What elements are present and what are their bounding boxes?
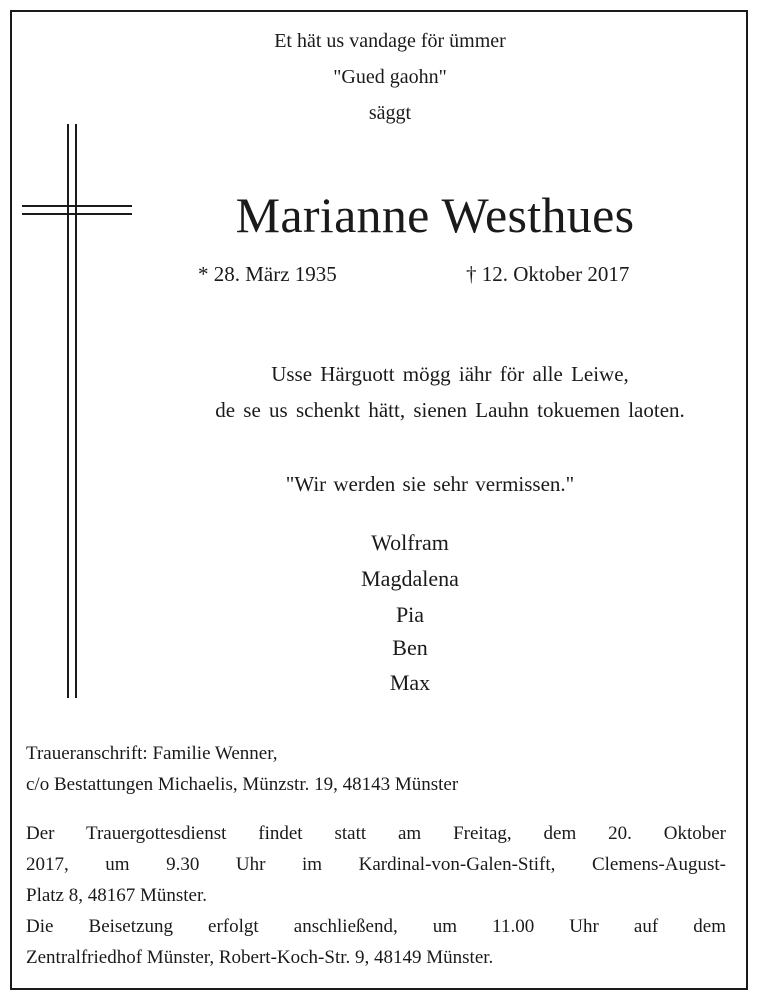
- cross-horizontal-bar-top: [22, 205, 132, 207]
- cross-vertical-bar-left: [67, 124, 69, 698]
- verse-line-1: Usse Härguott mögg iähr för alle Leiwe,: [271, 362, 629, 386]
- mourner-name: Wolfram: [371, 530, 449, 555]
- burial-line-2: Zentralfriedhof Münster, Robert-Koch-Str. 9, 48149 Münster.: [26, 947, 494, 968]
- cross-vertical-bar-right: [75, 124, 77, 698]
- burial-line-1: Die Beisetzung erfolgt anschließend, um 11.00 Uhr auf dem: [26, 916, 726, 937]
- intro-line-3: säggt: [368, 102, 412, 124]
- mourner-name: Magdalena: [361, 566, 459, 591]
- address-line-2: c/o Bestattungen Michaelis, Münzstr. 19, 48143 Münster: [26, 774, 459, 795]
- death-date: † 12. Oktober 2017: [466, 262, 630, 286]
- address-line-1: Traueranschrift: Familie Wenner,: [26, 743, 278, 764]
- deceased-name: Marianne Westhues: [235, 187, 635, 243]
- birth-date: * 28. März 1935: [198, 262, 337, 286]
- service-details: [26, 818, 726, 973]
- farewell-quote: "Wir werden sie sehr vermissen.": [285, 472, 575, 496]
- mourner-name: Pia: [395, 602, 425, 627]
- cross-horizontal-bar-bottom: [22, 213, 132, 215]
- service-line-3: Platz 8, 48167 Münster.: [26, 885, 208, 906]
- mourner-name: Ben: [392, 635, 428, 660]
- mourning-address: [26, 738, 726, 800]
- service-line-1: Der Trauergottesdienst findet statt am Freitag, dem 20. Oktober: [26, 823, 726, 844]
- verse-line-2: de se us schenkt hätt, sienen Lauhn tokuemen laoten.: [215, 398, 685, 422]
- intro-line-1: Et hät us vandage för ümmer: [274, 30, 506, 52]
- service-line-2: 2017, um 9.30 Uhr im Kardinal-von-Galen-Stift, Clemens-August-: [26, 854, 726, 875]
- intro-line-2: "Gued gaohn": [333, 66, 447, 88]
- mourner-name: Max: [389, 670, 431, 695]
